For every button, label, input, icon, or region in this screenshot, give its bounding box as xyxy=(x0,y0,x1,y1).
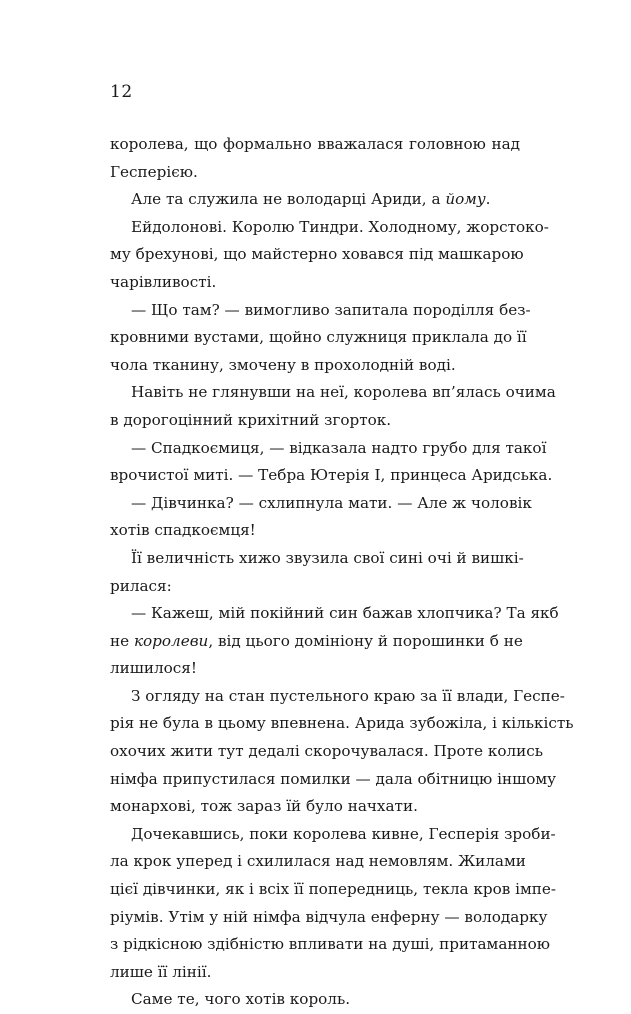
text-segment: з рідкісною здібністю впливати на душі, притаманною xyxy=(110,935,551,954)
text-line xyxy=(110,241,524,269)
text-segment: Ейдолонові. Королю Тиндри. Холодному, жорстоко- xyxy=(131,217,549,236)
text-line xyxy=(110,848,526,876)
text-line xyxy=(110,131,520,159)
text-line xyxy=(110,683,565,711)
text-segment: — Кажеш, мій покійний син бажав хлопчика? Та якб xyxy=(131,604,559,623)
text-segment: — Спадкоємиця, — відказала надто грубо для такої xyxy=(131,438,547,457)
page-number: 12 xyxy=(110,82,133,102)
text-line xyxy=(110,159,520,187)
text-segment: лишилося! xyxy=(110,659,197,678)
text-line xyxy=(110,324,527,352)
text-segment: рилася: xyxy=(110,576,172,595)
text-segment: чарівливості. xyxy=(110,272,217,291)
text-line xyxy=(110,186,520,214)
text-segment: королева, що формально вважалася головною над xyxy=(110,135,520,153)
text-line xyxy=(110,573,520,601)
italic-text: йому xyxy=(445,190,486,209)
text-line xyxy=(110,959,520,987)
text-segment: лише її лінії. xyxy=(110,962,212,981)
body-text xyxy=(110,131,574,1014)
text-segment: му брехунові, що майстерно ховався під машкарою xyxy=(110,245,524,264)
italic-text: королеви xyxy=(133,631,209,650)
text-line xyxy=(110,407,520,435)
text-line xyxy=(110,793,520,821)
text-line xyxy=(110,352,520,380)
text-line xyxy=(110,435,547,463)
text-segment: , від цього домініону й порошинки б не xyxy=(208,631,523,650)
text-segment: Навіть не глянувши на неї, королева вп’ялась очима xyxy=(131,383,556,402)
text-line xyxy=(110,931,551,959)
text-line xyxy=(110,490,532,518)
text-segment: — Що там? — вимогливо запитала породілля без- xyxy=(131,300,531,319)
text-segment: цієї дівчинки, як і всіх її попередниць, текла кров імпе- xyxy=(110,880,556,899)
text-line xyxy=(110,379,556,407)
text-segment: кровними вустами, щойно служниця приклала до її xyxy=(110,328,527,347)
text-line xyxy=(110,738,544,766)
text-segment: Дочекавшись, поки королева кивне, Гесперія зроби- xyxy=(131,824,556,843)
text-line xyxy=(110,876,556,904)
text-segment: ла крок уперед і схилилася над немовлям. Жилами xyxy=(110,852,526,871)
text-segment: німфа припустилася помилки — дала обітницю іншому xyxy=(110,769,557,788)
text-line xyxy=(110,628,523,656)
text-segment: Саме те, чого хотів король. xyxy=(131,990,351,1009)
text-segment: охочих жити тут дедалі скорочувалася. Проте колись xyxy=(110,742,544,761)
text-segment: ріумів. Утім у ній німфа відчула енферну — володарку xyxy=(110,907,548,926)
text-line xyxy=(110,986,520,1014)
text-line xyxy=(110,766,557,794)
text-line xyxy=(110,269,520,297)
text-segment: монархові, тож зараз їй було начхати. xyxy=(110,797,418,816)
text-line xyxy=(110,517,520,545)
text-segment: Гесперією. xyxy=(110,162,198,181)
text-line xyxy=(110,904,548,932)
text-segment: в дорогоцінний крихітний згорток. xyxy=(110,410,392,429)
text-line xyxy=(110,545,524,573)
text-line xyxy=(110,655,520,683)
text-segment: Її величність хижо звузила свої сині очі й вишкі- xyxy=(131,548,524,567)
text-segment: чола тканину, змочену в прохолодній воді. xyxy=(110,355,456,374)
text-segment: хотів спадкоємця! xyxy=(110,521,256,540)
text-line xyxy=(110,462,553,490)
text-line xyxy=(110,214,549,242)
text-segment: рія не була в цьому впевнена. Арида зубожіла, і кількість xyxy=(110,714,574,733)
text-line xyxy=(110,821,556,849)
text-segment: Але та служила не володарці Ариди, а xyxy=(131,190,446,209)
text-line xyxy=(110,297,531,325)
text-segment: . xyxy=(485,190,491,209)
text-segment: — Дівчинка? — схлипнула мати. — Але ж чоловік xyxy=(131,493,532,512)
text-line xyxy=(110,710,574,738)
text-segment: не xyxy=(110,631,134,650)
text-line xyxy=(110,600,559,628)
text-segment: врочистої миті. — Тебра Ютерія I, принцеса Аридська. xyxy=(110,466,553,485)
text-segment: З огляду на стан пустельного краю за її влади, Геспе- xyxy=(131,686,565,705)
